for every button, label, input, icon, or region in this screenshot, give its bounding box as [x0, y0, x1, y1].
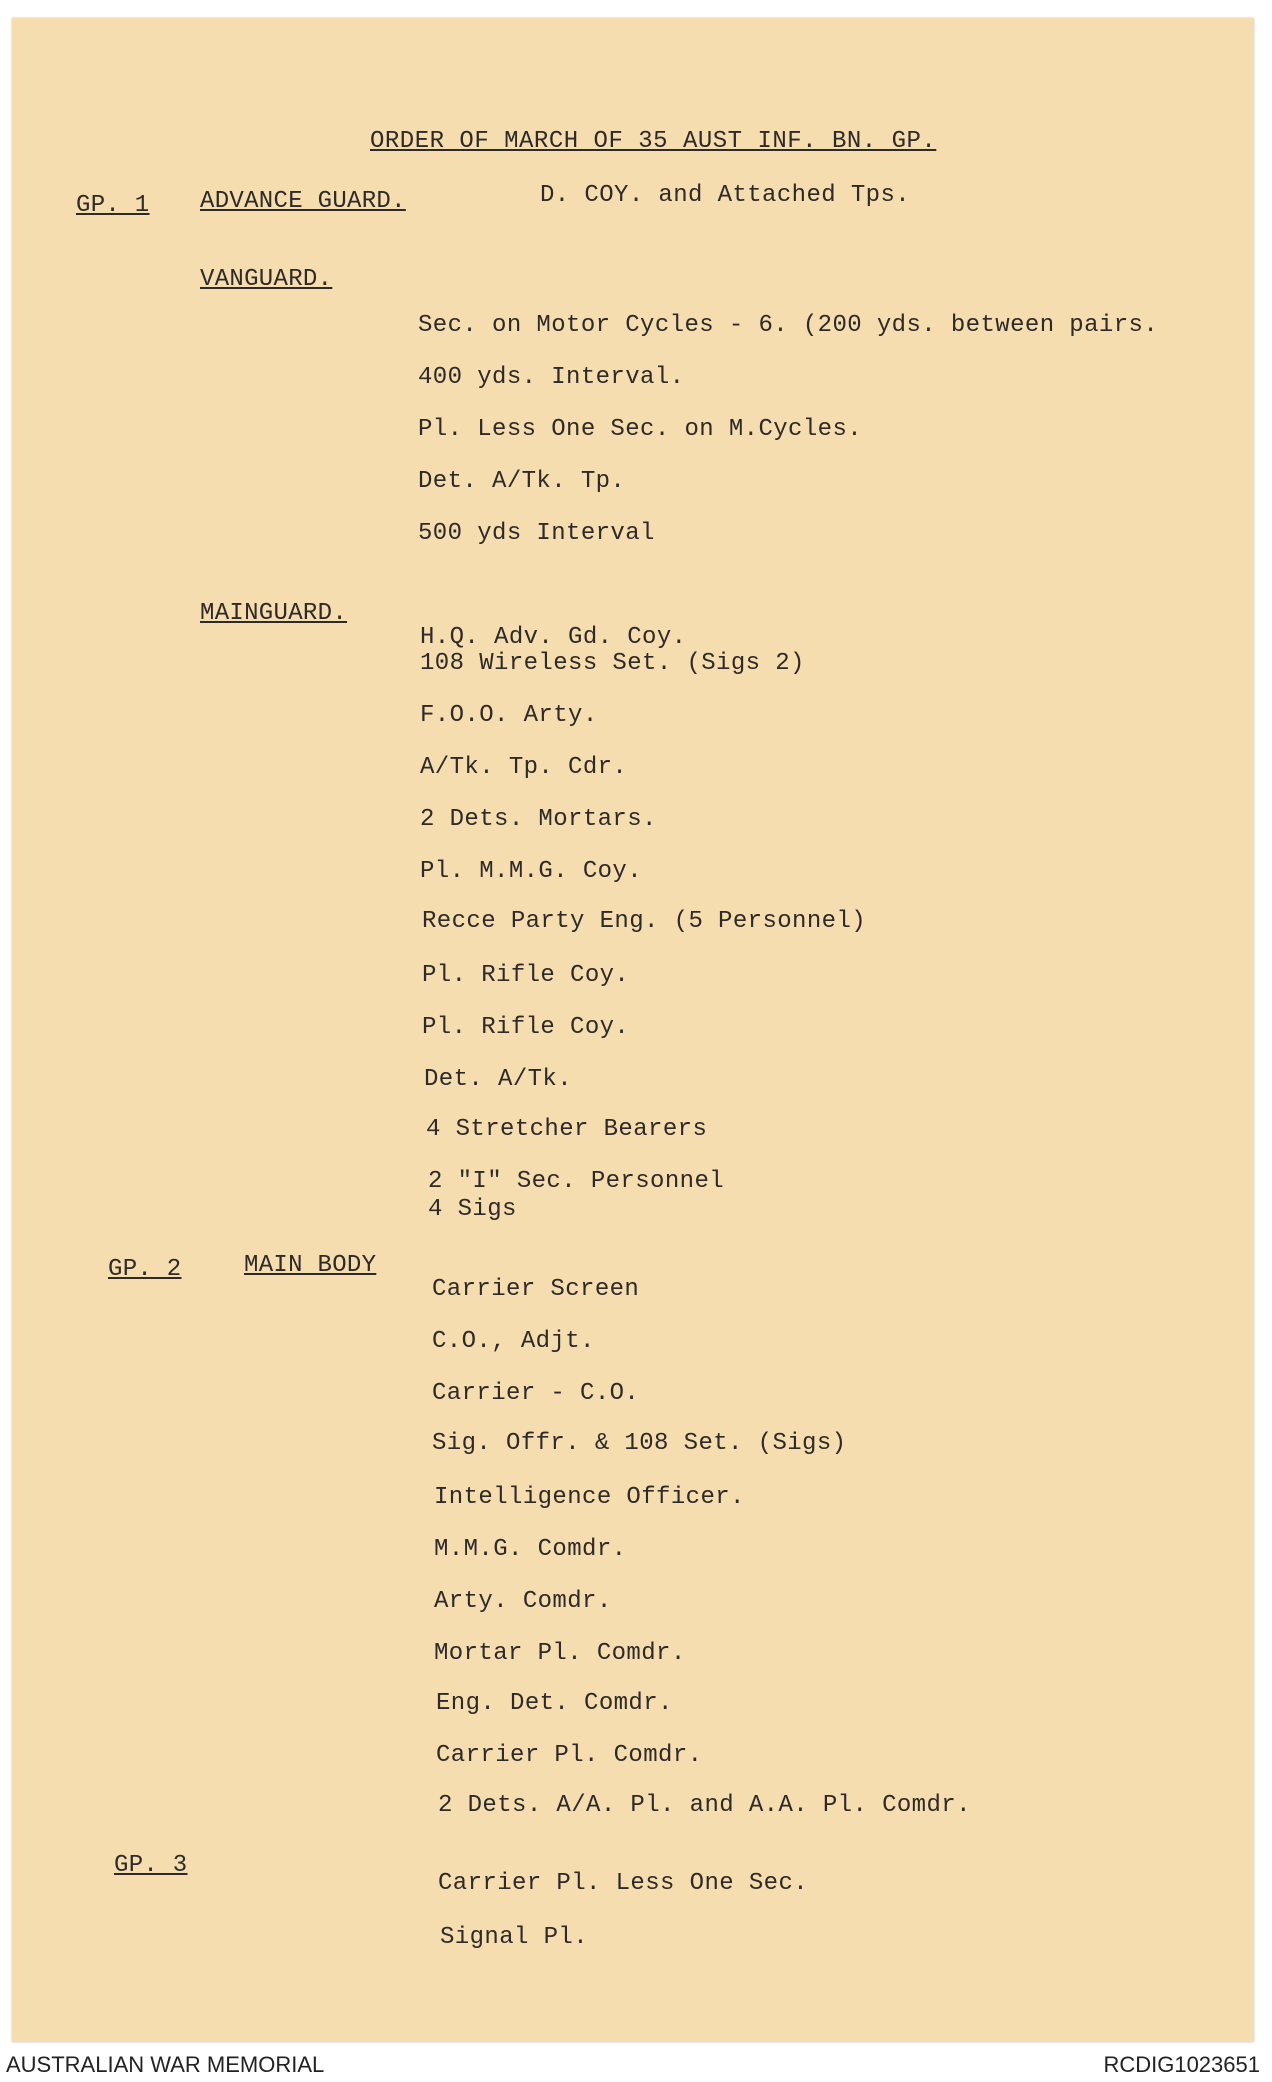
mainguard-line: Pl. M.M.G. Coy.	[420, 858, 643, 885]
main-body-line: Mortar Pl. Comdr.	[434, 1640, 686, 1667]
mainguard-line: Pl. Rifle Coy.	[422, 962, 630, 989]
group-3-label: GP. 3	[114, 1852, 188, 1879]
mainguard-heading: MAINGUARD.	[200, 600, 348, 627]
mainguard-line: H.Q. Adv. Gd. Coy.	[420, 624, 687, 651]
vanguard-line: Det. A/Tk. Tp.	[418, 468, 626, 495]
mainguard-line: A/Tk. Tp. Cdr.	[420, 754, 628, 781]
mainguard-line: F.O.O. Arty.	[420, 702, 598, 729]
footer-identifier: RCDIG1023651	[1103, 2052, 1260, 2077]
mainguard-line: 2 "I" Sec. Personnel	[428, 1168, 725, 1195]
vanguard-heading: VANGUARD.	[200, 266, 333, 293]
main-body-line: M.M.G. Comdr.	[434, 1536, 627, 1563]
vanguard-line: 500 yds Interval	[418, 520, 655, 547]
mainguard-line: Det. A/Tk.	[424, 1066, 573, 1093]
main-body-line: Carrier Screen	[432, 1276, 640, 1303]
footer-source: AUSTRALIAN WAR MEMORIAL	[6, 2052, 325, 2077]
advance-guard-note: D. COY. and Attached Tps.	[540, 182, 911, 209]
group-3-line: Signal Pl.	[440, 1924, 589, 1951]
main-body-line: Intelligence Officer.	[434, 1484, 745, 1511]
mainguard-line: 4 Sigs	[428, 1196, 517, 1223]
group-1-label: GP. 1	[76, 192, 150, 219]
mainguard-line: 4 Stretcher Bearers	[426, 1116, 708, 1143]
advance-guard-heading: ADVANCE GUARD.	[200, 188, 406, 215]
main-body-line: Eng. Det. Comdr.	[436, 1690, 673, 1717]
mainguard-line: 2 Dets. Mortars.	[420, 806, 657, 833]
document-title: ORDER OF MARCH OF 35 AUST INF. BN. GP.	[370, 128, 937, 155]
main-body-line: Carrier - C.O.	[432, 1380, 640, 1407]
vanguard-line: Sec. on Motor Cycles - 6. (200 yds. between pairs.	[418, 312, 1159, 339]
main-body-line: C.O., Adjt.	[432, 1328, 595, 1355]
main-body-line: Carrier Pl. Comdr.	[436, 1742, 703, 1769]
group-3-line: Carrier Pl. Less One Sec.	[438, 1870, 809, 1897]
main-body-heading: MAIN BODY	[244, 1252, 377, 1279]
mainguard-line: Recce Party Eng. (5 Personnel)	[422, 908, 867, 935]
main-body-line: 2 Dets. A/A. Pl. and A.A. Pl. Comdr.	[438, 1792, 971, 1819]
mainguard-line: 108 Wireless Set. (Sigs 2)	[420, 650, 805, 677]
main-body-line: Arty. Comdr.	[434, 1588, 612, 1615]
main-body-line: Sig. Offr. & 108 Set. (Sigs)	[432, 1430, 847, 1457]
group-2-label: GP. 2	[108, 1256, 182, 1283]
mainguard-line: Pl. Rifle Coy.	[422, 1014, 630, 1041]
vanguard-line: 400 yds. Interval.	[418, 364, 685, 391]
vanguard-line: Pl. Less One Sec. on M.Cycles.	[418, 416, 863, 443]
